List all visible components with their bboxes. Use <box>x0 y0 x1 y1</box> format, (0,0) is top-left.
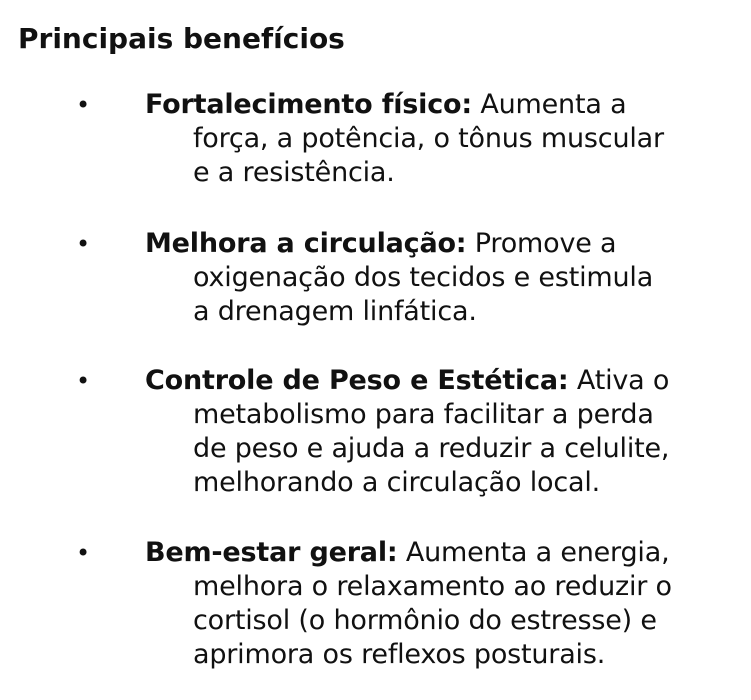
list-item-description: Aumenta a <box>471 89 627 120</box>
list-item-line: de peso e ajuda a reduzir a celulite, <box>193 433 670 464</box>
list-item-description: Promove a <box>466 228 617 259</box>
list-item-text <box>145 88 725 190</box>
list-item-first-line <box>145 227 725 261</box>
list-item-text <box>145 227 725 329</box>
list-item-description: Ativa o <box>568 365 670 396</box>
section-heading: Principais benefícios <box>18 22 345 55</box>
list-item-description: Aumenta a energia, <box>397 537 670 568</box>
list-item-label: Bem-estar geral: <box>145 537 398 568</box>
list-item-line: a drenagem linfática. <box>193 296 477 327</box>
list-item-line: melhorando a circulação local. <box>193 467 601 498</box>
list-item-line: aprimora os reflexos posturais. <box>193 639 606 670</box>
list-item-line: força, a potência, o tônus muscular <box>193 123 664 154</box>
list-item-text <box>145 536 725 672</box>
bullet-icon: • <box>76 539 91 567</box>
list-item-text <box>145 364 725 500</box>
list-item-line: oxigenação dos tecidos e estimula <box>193 262 654 293</box>
list-item-label: Melhora a circulação: <box>145 228 467 259</box>
bullet-icon: • <box>76 230 91 258</box>
list-item-label: Fortalecimento físico: <box>145 89 472 120</box>
list-item-line: melhora o relaxamento ao reduzir o <box>193 571 672 602</box>
list-item-first-line <box>145 536 725 570</box>
list-item-line: metabolismo para facilitar a perda <box>193 399 654 430</box>
list-item-line: cortisol (o hormônio do estresse) e <box>193 605 657 636</box>
list-item-first-line <box>145 88 725 122</box>
list-item-line: e a resistência. <box>193 157 395 188</box>
bullet-icon: • <box>76 367 91 395</box>
list-item-first-line <box>145 364 725 398</box>
list-item-label: Controle de Peso e Estética: <box>145 365 569 396</box>
bullet-icon: • <box>76 91 91 119</box>
